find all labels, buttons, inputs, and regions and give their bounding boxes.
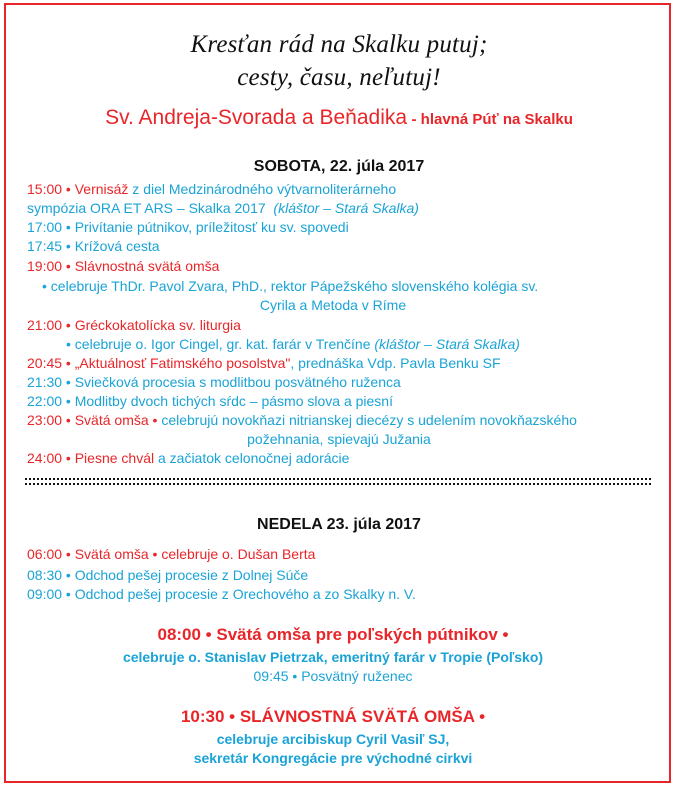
sat-item-fatima-lecture: [27, 354, 501, 373]
sun-item-procession-orechove: 09:00 • Odchod pešej procesie z Orechového a zo Skalky n. V.: [27, 586, 416, 602]
motto-line-2: cesty, času, neľutuj!: [237, 64, 441, 91]
sun-item-main-mass: 10:30 • SLÁVNOSTNÁ SVÄTÁ OMŠA •: [180, 707, 486, 726]
saturday-heading: SOBOTA, 22. júla 2017: [253, 158, 425, 175]
sun-item-main-mass-celebrant: celebruje arcibiskup Cyril Vasiľ SJ,: [216, 731, 450, 747]
sat-item-text: sympózia ORA ET ARS – Skalka 2017: [27, 200, 266, 216]
sat-item-time: 23:00 • Svätá omša •: [27, 412, 158, 428]
dotted-separator: [25, 478, 653, 486]
sat-item-prayers: 22:00 • Modlitby dvoch tichých sŕdc – pásmo slova a piesní: [27, 393, 393, 409]
sat-item-vernissage: [27, 180, 396, 199]
sun-item-main-mass-celebrant-role: sekretár Kongregácie pre východné cirkvi: [193, 750, 473, 766]
sun-item-morning-mass: 06:00 • Svätá omša • celebruje o. Dušan Berta: [27, 546, 316, 562]
sat-item-time: 15:00 • Vernisáž: [27, 181, 129, 197]
sun-item-polish-mass-celebrant: celebruje o. Stanislav Pietrzak, emeritný farár v Tropie (Poľsko): [122, 649, 544, 665]
sat-item-location: (kláštor – Stará Skalka): [273, 200, 419, 216]
sat-item-solemn-mass-celebrant: • celebruje ThDr. Pavol Zvara, PhD., rektor Pápežského slovenského kolégia sv.: [42, 278, 539, 294]
sat-item-welcome: 17:00 • Privítanie pútnikov, príležitosť ku sv. spovedi: [27, 219, 349, 235]
sat-item-praise-songs: [27, 449, 349, 468]
sat-item-candle-procession: 21:30 • Sviečková procesia s modlitbou posvätného ruženca: [27, 374, 401, 390]
sat-item-solemn-mass: 19:00 • Slávnostná svätá omša: [27, 258, 220, 274]
sat-item-text: • celebruje o. Igor Cingel, gr. kat. farár v Trenčíne: [66, 336, 371, 352]
sat-item-time: 24:00 • Piesne chvál: [27, 450, 155, 466]
title-main: Sv. Andreja-Svorada a Beňadika: [105, 106, 408, 129]
sun-item-procession-suca: 08:30 • Odchod pešej procesie z Dolnej Súče: [27, 567, 309, 583]
sat-item-text: z diel Medzinárodného výtvarnoliterárneho: [128, 181, 397, 197]
sat-item-text: a začiatok celonočnej adorácie: [154, 450, 350, 466]
sat-item-text: celebrujú novokňazi nitrianskej diecézy s udelením novokňazského: [157, 412, 577, 428]
sunday-heading: NEDELA 23. júla 2017: [257, 516, 421, 533]
motto-line-1: Kresťan rád na Skalku putuj;: [190, 31, 488, 58]
title-suffix: - hlavná Púť na Skalku: [411, 111, 573, 128]
sat-item-text: , prednáška Vdp. Pavla Benku SF: [290, 355, 501, 371]
sat-item-stations: 17:45 • Krížová cesta: [27, 238, 160, 254]
pilgrimage-title: [0, 106, 678, 130]
sun-item-rosary: 09:45 • Posvätný ruženec: [253, 668, 413, 684]
sat-item-solemn-mass-celebrant-2: Cyrila a Metoda v Ríme: [259, 297, 407, 313]
sun-item-polish-mass: 08:00 • Svätá omša pre poľských pútnikov •: [157, 625, 509, 644]
sat-item-vernissage-line2: [27, 199, 419, 218]
sat-item-liturgy-celebrant: [66, 335, 520, 354]
sat-item-time: 20:45 • „Aktuálnosť Fatimského posolstva": [27, 355, 291, 371]
sat-item-liturgy: 21:00 • Gréckokatolícka sv. liturgia: [27, 317, 241, 333]
sat-item-new-priests-mass: [27, 411, 577, 430]
sat-item-new-priests-mass-line2: požehnania, spievajú Južania: [247, 431, 431, 447]
sat-item-location: (kláštor – Stará Skalka): [374, 336, 520, 352]
